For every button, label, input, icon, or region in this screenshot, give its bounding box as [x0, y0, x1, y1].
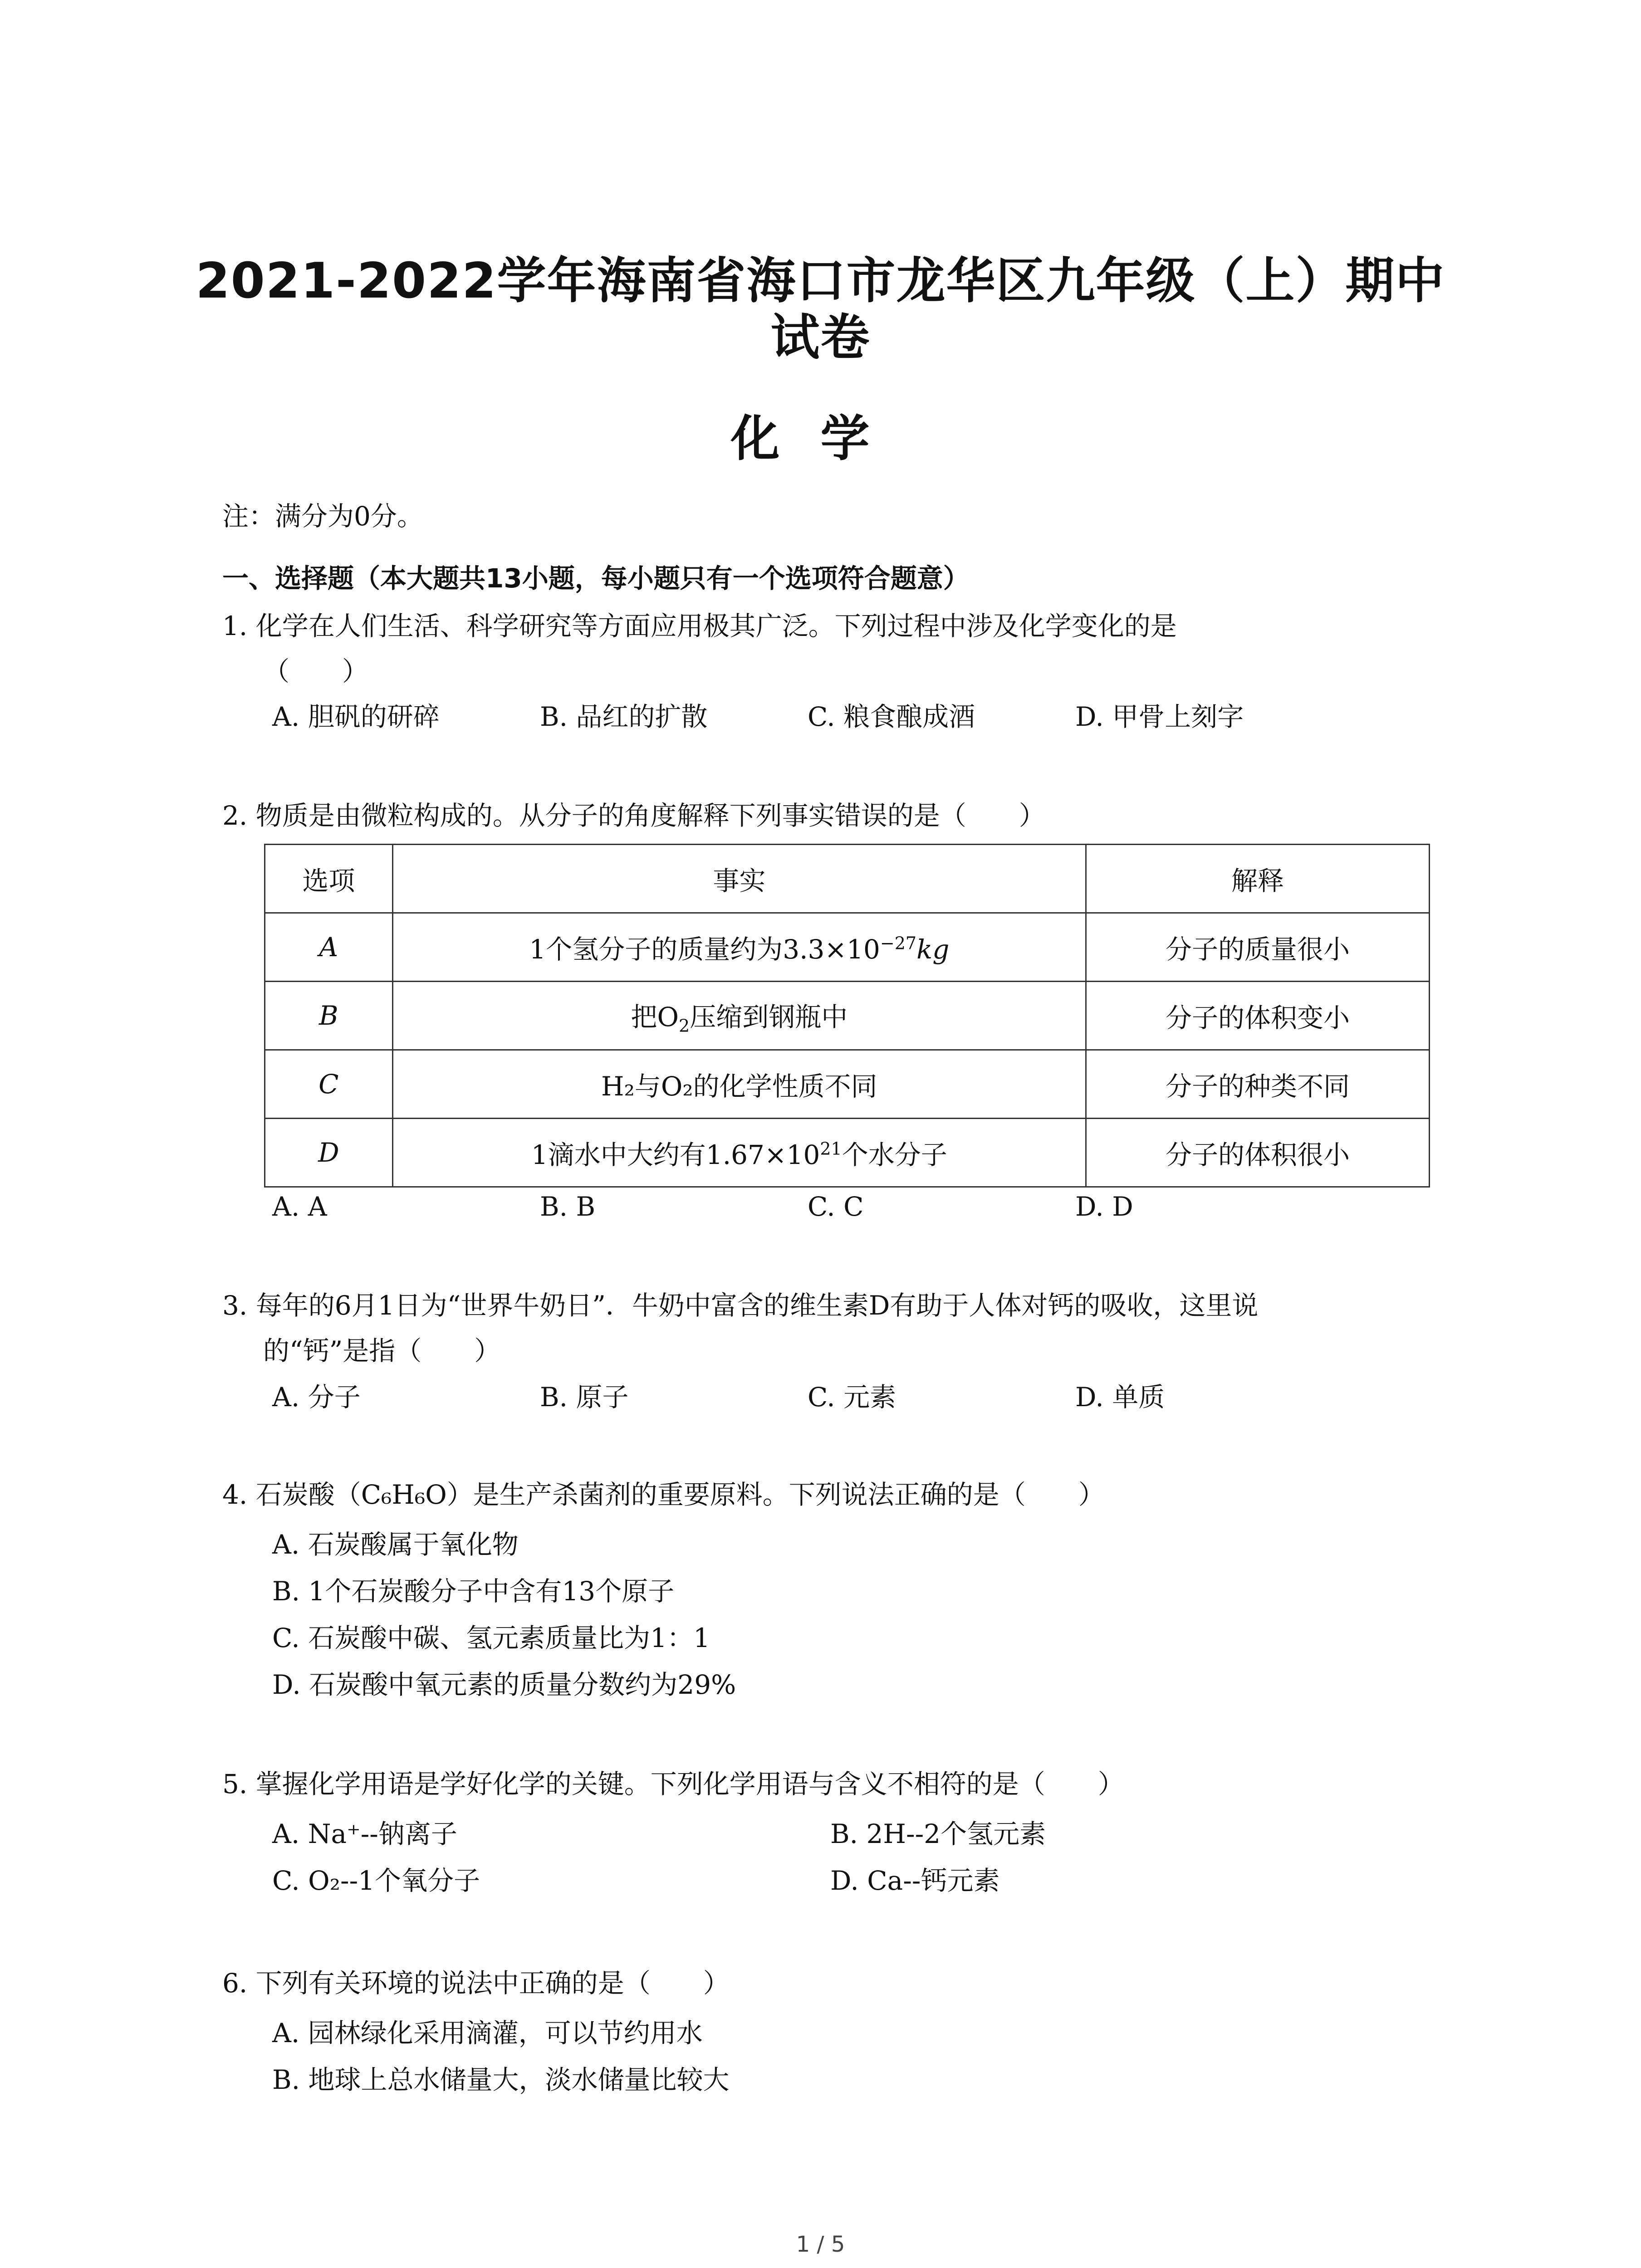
page-number: 1 / 5: [796, 2232, 845, 2257]
q5-option-c: C. O₂--1个氧分子: [272, 1865, 480, 1896]
q2-option-a: A. A: [272, 1191, 327, 1222]
row-explanation: 分子的质量很小: [1086, 913, 1429, 982]
q3-option-b: B. 原子: [540, 1382, 629, 1413]
q1-option-d: D. 甲骨上刻字: [1075, 701, 1244, 732]
row-option: C: [265, 1050, 393, 1119]
table-header-option: 选项: [265, 845, 393, 913]
q1-option-a: A. 胆矾的研碎: [272, 701, 440, 732]
q6-option-a: A. 园林绿化采用滴灌，可以节约用水: [272, 2018, 703, 2048]
q4-option-a: A. 石炭酸属于氧化物: [272, 1529, 519, 1560]
section-heading: 一、选择题（本大题共13小题，每小题只有一个选项符合题意）: [222, 563, 970, 594]
q1-answer-paren: （ ）: [263, 656, 369, 687]
q3-option-c: C. 元素: [808, 1382, 896, 1413]
row-explanation: 分子的体积很小: [1086, 1119, 1429, 1187]
q5-stem: 5. 掌握化学用语是学好化学的关键。下列化学用语与含义不相符的是（ ）: [222, 1769, 1124, 1799]
row-explanation: 分子的体积变小: [1086, 982, 1429, 1050]
row-explanation: 分子的种类不同: [1086, 1050, 1429, 1119]
q1-option-c: C. 粮食酿成酒: [808, 701, 975, 732]
q1-option-b: B. 品红的扩散: [540, 701, 708, 732]
q3-stem-line2: 的“钙”是指（ ）: [263, 1335, 501, 1366]
row-fact: H₂与O₂的化学性质不同: [392, 1050, 1086, 1119]
q2-option-c: C. C: [808, 1191, 864, 1222]
q3-option-a: A. 分子: [272, 1382, 361, 1413]
table-header-explanation: 解释: [1086, 845, 1429, 913]
q4-option-b: B. 1个石炭酸分子中含有13个原子: [272, 1576, 675, 1607]
exam-title-line2: 试卷: [770, 309, 871, 366]
q4-option-c: C. 石炭酸中碳、氢元素质量比为1：1: [272, 1623, 710, 1653]
q1-stem: 1. 化学在人们生活、科学研究等方面应用极其广泛。下列过程中涉及化学变化的是: [222, 611, 1177, 641]
table-row: [265, 982, 1430, 1050]
q6-option-b: B. 地球上总水储量大，淡水储量比较大: [272, 2064, 730, 2095]
table-row: [265, 913, 1430, 982]
exam-title-line1: 2021-2022学年海南省海口市龙华区九年级（上）期中: [196, 253, 1445, 309]
row-fact: 1个氢分子的质量约为$3.3\times 10^{-27}kg$: [392, 913, 1086, 982]
table-row: [265, 1119, 1430, 1187]
table-row: [265, 1050, 1430, 1119]
q3-option-d: D. 单质: [1075, 1382, 1165, 1413]
q2-table: [264, 844, 1430, 1188]
q2-option-d: D. D: [1075, 1191, 1133, 1222]
table-header-fact: 事实: [392, 845, 1086, 913]
q2-stem: 2. 物质是由微粒构成的。从分子的角度解释下列事实错误的是（ ）: [222, 800, 1045, 831]
table-header-row: [265, 845, 1430, 913]
q3-stem-line1: 3. 每年的6月1日为“世界牛奶日”．牛奶中富含的维生素D有助于人体对钙的吸收，这里说: [222, 1290, 1259, 1321]
q4-stem: 4. 石炭酸（C₆H₆O）是生产杀菌剂的重要原料。下列说法正确的是（ ）: [222, 1479, 1105, 1510]
row-option: B: [265, 982, 393, 1050]
q6-stem: 6. 下列有关环境的说法中正确的是（ ）: [222, 1968, 730, 1999]
q5-option-d: D. Ca--钙元素: [830, 1865, 1000, 1896]
row-option: D: [265, 1119, 393, 1187]
subject-title: 化学: [730, 411, 911, 467]
q5-option-a: A. Na⁺--钠离子: [272, 1818, 457, 1849]
row-fact: 1滴水中大约有$1.67\times 10^{21}$个水分子: [392, 1119, 1086, 1187]
q2-option-b: B. B: [540, 1191, 596, 1222]
row-fact: 把$O_2$压缩到钢瓶中: [392, 982, 1086, 1050]
q5-option-b: B. 2H--2个氢元素: [830, 1818, 1046, 1849]
score-note: 注：满分为0分。: [222, 501, 423, 532]
q4-option-d: D. 石炭酸中氧元素的质量分数约为29%: [272, 1669, 736, 1700]
row-option: A: [265, 913, 393, 982]
